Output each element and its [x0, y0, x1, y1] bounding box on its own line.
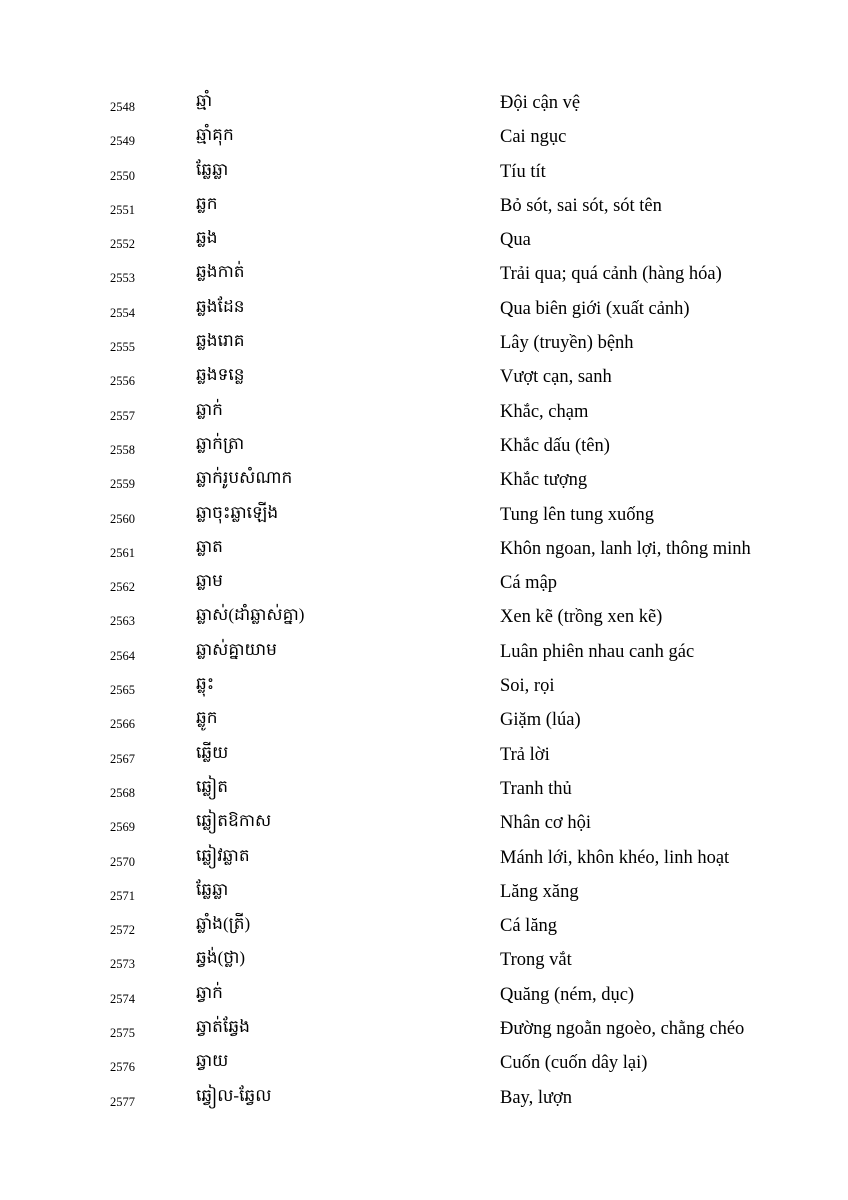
entry-number: 2560	[110, 511, 135, 526]
khmer-term: ឆ្វាយ	[196, 1051, 229, 1071]
dictionary-entry-row	[0, 909, 848, 943]
vietnamese-translation: Khắc, chạm	[500, 401, 589, 422]
khmer-term: ឆ្លក	[196, 193, 218, 213]
vietnamese-translation: Cai ngục	[500, 127, 567, 148]
dictionary-entry-row	[0, 669, 848, 703]
khmer-term: ឆ្វៀល-ឆ្វែល	[196, 1085, 272, 1105]
khmer-term: ឆ្លើយ	[196, 742, 229, 762]
dictionary-entry-row	[0, 841, 848, 875]
vietnamese-translation: Tung lên tung xuống	[500, 504, 655, 525]
vietnamese-translation: Tíu tít	[500, 161, 546, 182]
dictionary-entry-row	[0, 326, 848, 360]
khmer-term: ឆ្លាម	[196, 571, 223, 591]
dictionary-entry-row	[0, 738, 848, 772]
entry-number: 2561	[110, 545, 135, 560]
entry-number: 2553	[110, 271, 135, 286]
khmer-term: ឆ្លាក់	[196, 399, 223, 419]
vietnamese-translation: Quăng (ném, dục)	[500, 984, 635, 1005]
entry-number: 2572	[110, 923, 135, 938]
dictionary-entry-row	[0, 292, 848, 326]
vietnamese-translation: Đường ngoằn ngoèo, chằng chéo	[500, 1019, 745, 1040]
entry-number: 2577	[110, 1094, 135, 1109]
khmer-term: ឆ្លងទន្លេ	[196, 365, 245, 385]
vietnamese-translation: Xen kẽ (trồng xen kẽ)	[500, 607, 663, 628]
khmer-term: ឆ្លងដែន	[196, 296, 245, 316]
entry-number: 2550	[110, 168, 135, 183]
khmer-term: ឆ្លាស់គ្នាយាម	[196, 639, 277, 659]
dictionary-entry-row	[0, 875, 848, 909]
khmer-term: ឆ្លៀត	[196, 776, 229, 796]
khmer-term: ឆ្លាក់រូបសំណាក	[196, 468, 293, 488]
entry-number: 2555	[110, 340, 135, 355]
entry-number: 2554	[110, 305, 135, 320]
vietnamese-translation: Đội cận vệ	[500, 93, 581, 113]
vietnamese-translation: Qua biên giới (xuất cảnh)	[500, 298, 690, 319]
vietnamese-translation: Khắc tượng	[500, 470, 588, 491]
entry-number: 2575	[110, 1026, 135, 1041]
khmer-term: ឆ្លងកាត់	[196, 262, 245, 282]
vietnamese-translation: Lây (truyền) bệnh	[500, 333, 634, 354]
entry-number: 2564	[110, 648, 135, 663]
khmer-term: ឆ្លង	[196, 228, 218, 248]
vietnamese-translation: Bay, lượn	[500, 1087, 573, 1108]
dictionary-entry-row	[0, 772, 848, 806]
entry-number: 2558	[110, 442, 135, 457]
entry-number: 2551	[110, 202, 135, 217]
khmer-term: ឆ្លៀវឆ្លាត	[196, 845, 250, 865]
khmer-term: ឆ្លាចុះឆ្លាឡើង	[196, 502, 279, 522]
dictionary-entry-row	[0, 120, 848, 154]
entry-number: 2568	[110, 785, 135, 800]
entry-number: 2569	[110, 820, 135, 835]
khmer-term: ឆ្លាស់(ដាំឆ្លាស់គ្នា)	[196, 605, 305, 625]
entry-number: 2548	[110, 100, 135, 114]
entry-number: 2549	[110, 134, 135, 149]
khmer-term: ឆ្លែឆ្លា	[196, 159, 229, 179]
vietnamese-translation: Soi, rọi	[500, 676, 555, 697]
vietnamese-translation: Nhân cơ hội	[500, 813, 591, 834]
vietnamese-translation: Qua	[500, 230, 531, 251]
entry-number: 2571	[110, 888, 135, 903]
khmer-term: ឆ្វាក់	[196, 982, 223, 1002]
entry-number: 2563	[110, 614, 135, 629]
vietnamese-translation: Trải qua; quá cảnh (hàng hóa)	[500, 264, 722, 285]
dictionary-entry-row	[0, 463, 848, 497]
entry-number: 2552	[110, 237, 135, 252]
dictionary-entry-row	[0, 600, 848, 634]
vietnamese-translation: Giặm (lúa)	[500, 710, 581, 731]
entry-number: 2567	[110, 751, 135, 766]
entry-number: 2557	[110, 408, 135, 423]
khmer-term: ឆ្លងរោគ	[196, 331, 245, 351]
khmer-term: ឆ្វង់(ថ្លា)	[196, 948, 246, 968]
dictionary-entry-row	[0, 1012, 848, 1046]
dictionary-entry-row	[0, 1081, 848, 1115]
dictionary-entry-list	[0, 86, 848, 1115]
dictionary-entry-row	[0, 566, 848, 600]
entry-number: 2562	[110, 580, 135, 595]
dictionary-entry-row	[0, 806, 848, 840]
khmer-term: ឆ្លាត	[196, 536, 223, 556]
vietnamese-translation: Cuốn (cuốn dây lại)	[500, 1053, 648, 1074]
khmer-term: ឆ្លាំង(ត្រី)	[196, 914, 251, 934]
entry-number: 2565	[110, 683, 135, 698]
entry-number: 2573	[110, 957, 135, 972]
vietnamese-translation: Trả lời	[500, 744, 550, 765]
khmer-term: ឆ្លូក	[196, 708, 218, 728]
dictionary-entry-row	[0, 1046, 848, 1080]
dictionary-entry-row	[0, 703, 848, 737]
khmer-term: ឆ្លៀតឱកាស	[196, 811, 272, 831]
entry-number: 2570	[110, 854, 135, 869]
khmer-term: ឆ្វាត់ឆ្វែង	[196, 1017, 250, 1037]
dictionary-entry-row	[0, 360, 848, 394]
vietnamese-translation: Khôn ngoan, lanh lợi, thông minh	[500, 538, 751, 559]
vietnamese-translation: Bỏ sót, sai sót, sót tên	[500, 195, 662, 216]
entry-number: 2556	[110, 374, 135, 389]
vietnamese-translation: Luân phiên nhau canh gác	[500, 641, 695, 662]
vietnamese-translation: Khắc dấu (tên)	[500, 435, 610, 456]
vietnamese-translation: Trong vắt	[500, 950, 572, 971]
entry-number: 2574	[110, 991, 135, 1006]
vietnamese-translation: Vượt cạn, sanh	[500, 367, 612, 388]
dictionary-entry-row	[0, 395, 848, 429]
vietnamese-translation: Lăng xăng	[500, 881, 579, 902]
dictionary-entry-row	[0, 978, 848, 1012]
dictionary-entry-row	[0, 155, 848, 189]
dictionary-entry-row	[0, 943, 848, 977]
dictionary-entry-row	[0, 257, 848, 291]
vietnamese-translation: Tranh thủ	[500, 778, 572, 799]
entry-number: 2576	[110, 1060, 135, 1075]
dictionary-entry-row	[0, 223, 848, 257]
khmer-term: ឆ្លុះ	[196, 674, 215, 694]
dictionary-entry-row	[0, 86, 848, 120]
dictionary-entry-row	[0, 429, 848, 463]
dictionary-entry-row	[0, 532, 848, 566]
dictionary-entry-row	[0, 498, 848, 532]
entry-number: 2566	[110, 717, 135, 732]
khmer-term: ឆ្លាក់ត្រា	[196, 433, 245, 453]
dictionary-entry-row	[0, 189, 848, 223]
entry-number: 2559	[110, 477, 135, 492]
khmer-term: ឆ្លែឆ្លា	[196, 879, 229, 899]
vietnamese-translation: Cá lăng	[500, 916, 558, 937]
vietnamese-translation: Mánh lới, khôn khéo, linh hoạt	[500, 847, 730, 868]
vietnamese-translation: Cá mập	[500, 573, 558, 594]
khmer-term: ឆ្មាំ	[196, 91, 213, 110]
khmer-term: ឆ្មាំគុក	[196, 125, 234, 145]
dictionary-entry-row	[0, 635, 848, 669]
